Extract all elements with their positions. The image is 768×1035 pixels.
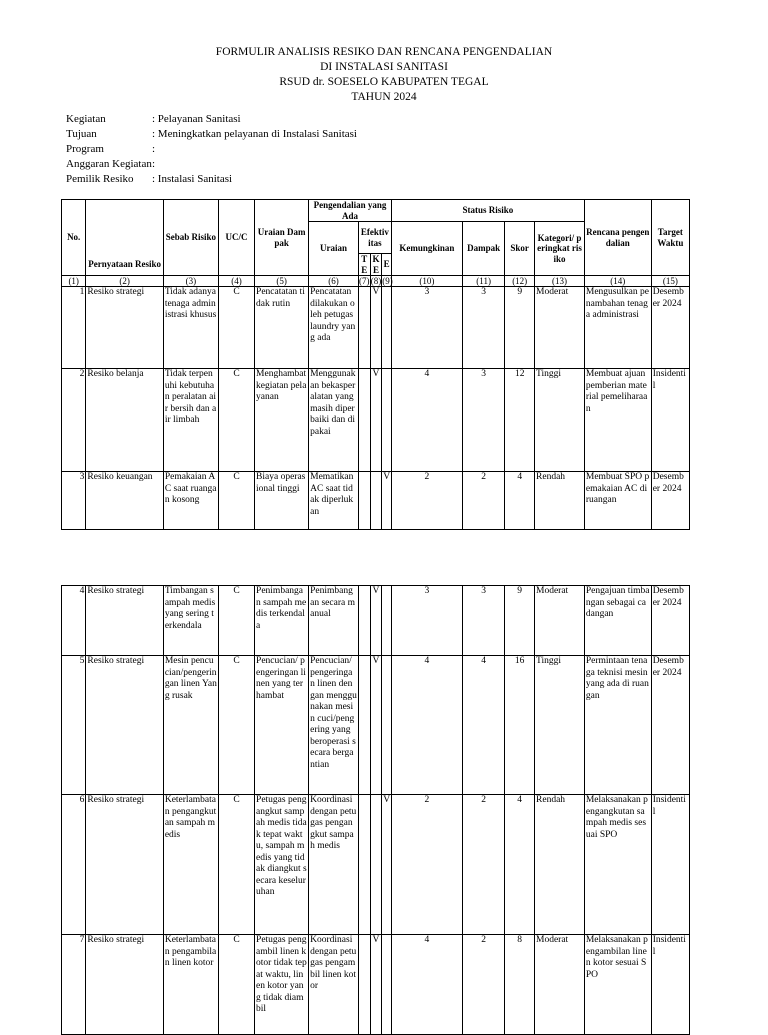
- score: 16: [505, 656, 535, 795]
- activity-info: [66, 112, 357, 187]
- risk-cause: Mesin pencucian/pengeringan linen Yang rusak: [163, 656, 218, 795]
- row-number: 1: [62, 287, 86, 369]
- table-row: [62, 656, 690, 795]
- risk-statement: Resiko strategi: [86, 935, 163, 1035]
- header-uraian-dampak: Uraian Dampak: [255, 200, 309, 276]
- column-number: (3): [163, 276, 218, 287]
- meta-key: Anggaran Kegiatan: [66, 158, 152, 170]
- risk-table-part-2: [61, 585, 690, 1035]
- target-time: Insidentil: [651, 795, 689, 935]
- effectiveness-ke: V: [370, 935, 382, 1035]
- column-number: (2): [86, 276, 163, 287]
- header-ke: KE: [370, 254, 382, 276]
- risk-table-part-1: [61, 199, 690, 530]
- document-title: [0, 45, 768, 105]
- effectiveness-ke: [370, 795, 382, 935]
- likelihood: 2: [391, 472, 462, 530]
- uc-c: C: [218, 369, 254, 472]
- effectiveness-ke: V: [370, 369, 382, 472]
- impact: 4: [462, 656, 504, 795]
- control-plan: Membuat SPO pemakaian AC di ruangan: [584, 472, 651, 530]
- title-line: RSUD dr. SOESELO KABUPATEN TEGAL: [279, 76, 489, 88]
- effectiveness-te: [358, 935, 370, 1035]
- header-sebab: Sebab Risiko: [163, 200, 218, 276]
- control-plan: Melaksanakan pengangkutan sampah medis sesuai SPO: [584, 795, 651, 935]
- column-number: (13): [535, 276, 585, 287]
- impact-description: Biaya operasional tinggi: [255, 472, 309, 530]
- control-plan: Mengusulkan penambahan tenaga administrasi: [584, 287, 651, 369]
- score: 9: [505, 287, 535, 369]
- column-number: (9): [382, 276, 393, 286]
- likelihood: 4: [391, 935, 462, 1035]
- impact: 2: [462, 472, 504, 530]
- column-number: (6): [309, 276, 359, 287]
- risk-statement: Resiko keuangan: [86, 472, 163, 530]
- impact-description: Petugas pengangkut sampah medis tidak tepat waktu, sampah medis yang tidak diangkut secara keseluruhan: [255, 795, 309, 935]
- header-pernyataan: Pernyataan Resiko: [86, 200, 163, 276]
- risk-statement: Resiko strategi: [86, 586, 163, 656]
- column-number: (15): [651, 276, 689, 287]
- effectiveness-e: V: [382, 795, 392, 935]
- row-number: 2: [62, 369, 86, 472]
- uc-c: C: [218, 656, 254, 795]
- uc-c: C: [218, 795, 254, 935]
- meta-key: Kegiatan: [66, 113, 106, 125]
- table-row: [62, 472, 690, 530]
- effectiveness-ke: V: [370, 287, 382, 369]
- impact-description: Petugas pengambil linen kotor tidak tepat waktu, linen kotor yang tidak diambil: [255, 935, 309, 1035]
- header-target: Target Waktu: [651, 200, 689, 276]
- meta-row: [66, 142, 357, 157]
- meta-row: [66, 172, 357, 187]
- effectiveness-e: [382, 369, 392, 472]
- meta-row: [66, 112, 357, 127]
- title-line: DI INSTALASI SANITASI: [320, 61, 448, 73]
- meta-value: : Pelayanan Sanitasi: [152, 113, 241, 125]
- risk-category: Rendah: [535, 795, 585, 935]
- header-e: E: [382, 254, 392, 276]
- meta-value: :: [152, 143, 156, 155]
- meta-row: [66, 157, 357, 172]
- likelihood: 3: [391, 287, 462, 369]
- header-rencana: Rencana pengendalian: [584, 200, 651, 276]
- meta-key: Tujuan: [66, 128, 97, 140]
- risk-cause: Tidak terpenuhi kebutuhan peralatan air bersih dan air limbah: [163, 369, 218, 472]
- control-description: Koordinasi dengan petugas pengangkut sampah medis: [309, 795, 359, 935]
- column-number: (14): [584, 276, 651, 287]
- meta-value: : Meningkatkan pelayanan di Instalasi Sanitasi: [152, 128, 357, 140]
- impact-description: Penimbangan sampah medis terkendala: [255, 586, 309, 656]
- column-number: (11): [462, 276, 504, 287]
- header-no: No.: [62, 200, 86, 276]
- table-row: [62, 369, 690, 472]
- risk-cause: Tidak adanya tenaga administrasi khusus: [163, 287, 218, 369]
- column-number: (5): [255, 276, 309, 287]
- score: 8: [505, 935, 535, 1035]
- target-time: Desember 2024: [651, 472, 689, 530]
- row-number: 6: [62, 795, 86, 935]
- table-row: [62, 287, 690, 369]
- score: 4: [505, 472, 535, 530]
- title-line: FORMULIR ANALISIS RESIKO DAN RENCANA PENGENDALIAN: [215, 46, 553, 58]
- header-ucc: UC/C: [218, 200, 254, 276]
- score: 9: [505, 586, 535, 656]
- control-plan: Pengajuan timbangan sebagai cadangan: [584, 586, 651, 656]
- column-number: (1): [62, 276, 86, 287]
- meta-value: : Instalasi Sanitasi: [152, 173, 233, 185]
- control-description: Mematikan AC saat tidak diperlukan: [309, 472, 359, 530]
- risk-cause: Keterlambatan pengangkutan sampah medis: [163, 795, 218, 935]
- header-status: Status Risiko: [391, 200, 584, 222]
- impact: 2: [462, 935, 504, 1035]
- effectiveness-ke: [370, 472, 382, 530]
- control-description: Menggunakan bekasperalatan yang masih diperbaiki dan dipakai: [309, 369, 359, 472]
- uc-c: C: [218, 472, 254, 530]
- header-skor: Skor: [505, 222, 535, 276]
- impact: 3: [462, 586, 504, 656]
- column-number: (12): [505, 276, 535, 287]
- row-number: 5: [62, 656, 86, 795]
- impact: 3: [462, 287, 504, 369]
- effectiveness-te: [358, 472, 370, 530]
- uc-c: C: [218, 935, 254, 1035]
- column-number: (7): [359, 276, 370, 286]
- target-time: Insidentil: [651, 935, 689, 1035]
- effectiveness-te: [358, 656, 370, 795]
- effectiveness-te: [358, 586, 370, 656]
- risk-statement: Resiko strategi: [86, 287, 163, 369]
- column-number: (8): [370, 276, 382, 286]
- control-plan: Membuat ajuan pemberian material pemeliharaan: [584, 369, 651, 472]
- header-efektivitas: Efektivitas: [358, 222, 391, 254]
- risk-statement: Resiko strategi: [86, 795, 163, 935]
- effectiveness-te: [358, 795, 370, 935]
- meta-row: [66, 127, 357, 142]
- likelihood: 4: [391, 369, 462, 472]
- row-number: 4: [62, 586, 86, 656]
- risk-category: Moderat: [535, 935, 585, 1035]
- impact-description: Pencatatan tidak rutin: [255, 287, 309, 369]
- target-time: Desember 2024: [651, 656, 689, 795]
- effectiveness-e: V: [382, 472, 392, 530]
- effectiveness-te: [358, 287, 370, 369]
- control-description: Pencucian/ pengeringan linen dengan menggunakan mesin cuci/pengering yang beroperasi secara bergantian: [309, 656, 359, 795]
- column-number-row: [62, 276, 690, 287]
- table-row: [62, 586, 690, 656]
- score: 4: [505, 795, 535, 935]
- risk-category: Tinggi: [535, 369, 585, 472]
- table-row: [62, 795, 690, 935]
- likelihood: 3: [391, 586, 462, 656]
- effectiveness-e: [382, 935, 392, 1035]
- risk-cause: Timbangan sampah medis yang sering terkendala: [163, 586, 218, 656]
- header-uraian: Uraian: [309, 222, 359, 276]
- header-kategori: Kategori/ peringkat risiko: [535, 222, 585, 276]
- header-te: TE: [358, 254, 370, 276]
- column-number: (4): [218, 276, 254, 287]
- effectiveness-e: [382, 656, 392, 795]
- control-description: Penimbangan secara manual: [309, 586, 359, 656]
- title-line: TAHUN 2024: [351, 91, 417, 103]
- header-dampak: Dampak: [462, 222, 504, 276]
- control-description: Pencatatan dilakukan oleh petugas laundry yang ada: [309, 287, 359, 369]
- control-plan: Permintaan tenaga teknisi mesin yang ada di ruangan: [584, 656, 651, 795]
- target-time: Desember 2024: [651, 287, 689, 369]
- effectiveness-ke: V: [370, 656, 382, 795]
- effectiveness-e: [382, 586, 392, 656]
- meta-key: Program: [66, 143, 104, 155]
- header-kemungkinan: Kemungkinan: [391, 222, 462, 276]
- control-description: Koordinasi dengan petugas pengambil linen kotor: [309, 935, 359, 1035]
- impact-description: Pencucian/ pengeringan linen yang terhambat: [255, 656, 309, 795]
- meta-value: :: [152, 158, 156, 170]
- table-row: [62, 935, 690, 1035]
- risk-category: Moderat: [535, 586, 585, 656]
- effectiveness-e: [382, 287, 392, 369]
- likelihood: 2: [391, 795, 462, 935]
- risk-statement: Resiko belanja: [86, 369, 163, 472]
- risk-category: Rendah: [535, 472, 585, 530]
- header-pengendalian: Pengendalian yang Ada: [309, 200, 392, 222]
- risk-cause: Keterlambatan pengambilan linen kotor: [163, 935, 218, 1035]
- score: 12: [505, 369, 535, 472]
- control-plan: Melaksanakan pengambilan linen kotor sesuai SPO: [584, 935, 651, 1035]
- target-time: Desember 2024: [651, 586, 689, 656]
- meta-key: Pemilik Resiko: [66, 173, 134, 185]
- uc-c: C: [218, 287, 254, 369]
- impact-description: Menghambat kegiatan pelayanan: [255, 369, 309, 472]
- impact: 3: [462, 369, 504, 472]
- risk-category: Tinggi: [535, 656, 585, 795]
- likelihood: 4: [391, 656, 462, 795]
- row-number: 7: [62, 935, 86, 1035]
- effectiveness-te: [358, 369, 370, 472]
- risk-category: Moderat: [535, 287, 585, 369]
- row-number: 3: [62, 472, 86, 530]
- uc-c: C: [218, 586, 254, 656]
- column-number: (10): [391, 276, 462, 287]
- risk-statement: Resiko strategi: [86, 656, 163, 795]
- impact: 2: [462, 795, 504, 935]
- effectiveness-ke: V: [370, 586, 382, 656]
- risk-cause: Pemakaian AC saat ruangan kosong: [163, 472, 218, 530]
- target-time: Insidentil: [651, 369, 689, 472]
